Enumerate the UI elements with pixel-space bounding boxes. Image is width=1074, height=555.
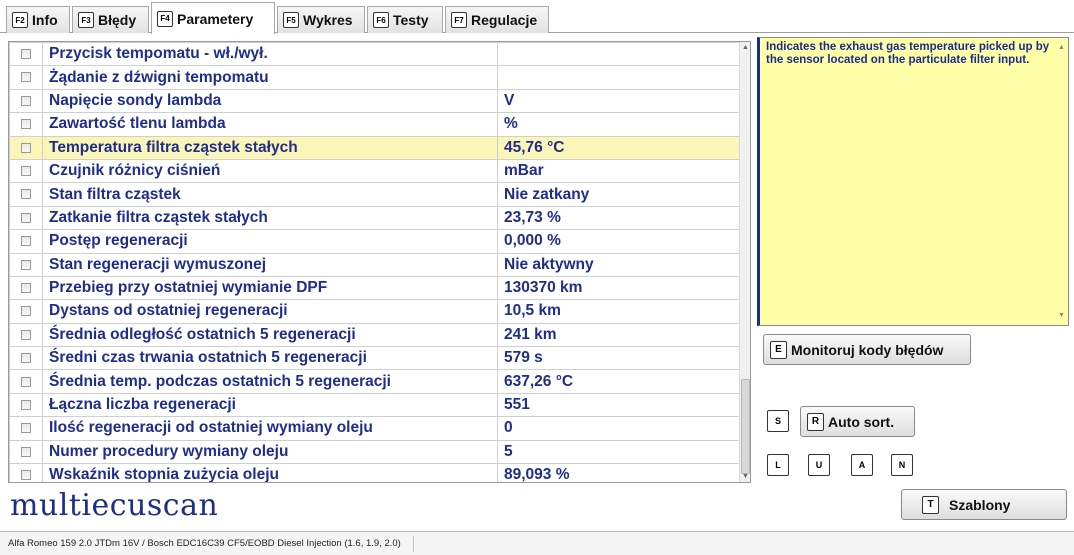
parameter-value: 45,76 °C — [498, 136, 741, 159]
tab-info-label: Info — [32, 12, 58, 28]
row-checkbox[interactable] — [21, 260, 31, 270]
parameter-name: Stan regeneracji wymuszonej — [43, 253, 498, 276]
tab-testy[interactable] — [367, 6, 443, 33]
parameter-name: Stan filtra cząstek — [43, 183, 498, 206]
parameter-name: Zawartość tlenu lambda — [43, 113, 498, 136]
row-checkbox[interactable] — [21, 283, 31, 293]
parameter-value: 89,093 % — [498, 464, 741, 483]
l-button[interactable]: L — [767, 454, 789, 476]
parameter-value: Nie aktywny — [498, 253, 741, 276]
parameter-value: 551 — [498, 393, 741, 416]
parameter-value — [498, 66, 741, 89]
f3-key-icon: F3 — [78, 12, 94, 28]
row-checkbox[interactable] — [21, 119, 31, 129]
row-checkbox[interactable] — [21, 236, 31, 246]
table-row[interactable] — [10, 183, 741, 206]
row-checkbox[interactable] — [21, 166, 31, 176]
f6-key-icon: F6 — [373, 12, 389, 28]
row-checkbox[interactable] — [21, 96, 31, 106]
tab-parametery-label: Parametery — [177, 10, 254, 27]
table-row[interactable] — [10, 230, 741, 253]
parameter-value — [498, 43, 741, 66]
parameter-name: Dystans od ostatniej regeneracji — [43, 300, 498, 323]
row-checkbox[interactable] — [21, 423, 31, 433]
parameter-value: 10,5 km — [498, 300, 741, 323]
status-bar — [0, 531, 1074, 555]
monitor-error-codes-button[interactable] — [763, 334, 971, 365]
table-row[interactable] — [10, 417, 741, 440]
parameter-name: Ilość regeneracji od ostatniej wymiany oleju — [43, 417, 498, 440]
tab-bledy-label: Błędy — [98, 12, 137, 28]
parameter-name: Przycisk tempomatu - wł./wył. — [43, 43, 498, 66]
parameter-value: 637,26 °C — [498, 370, 741, 393]
table-row[interactable] — [10, 206, 741, 229]
t-key-icon: T — [922, 496, 939, 514]
parameter-name: Przebieg przy ostatniej wymianie DPF — [43, 276, 498, 299]
parameter-name: Łączna liczba regeneracji — [43, 393, 498, 416]
row-checkbox[interactable] — [21, 143, 31, 153]
app-logo: multiecuscan — [10, 488, 219, 523]
parameter-name: Zatkanie filtra cząstek stałych — [43, 206, 498, 229]
table-row[interactable] — [10, 370, 741, 393]
table-row[interactable] — [10, 300, 741, 323]
row-checkbox[interactable] — [21, 377, 31, 387]
parameter-name: Średnia odległość ostatnich 5 regeneracji — [43, 323, 498, 346]
tab-regulacje-label: Regulacje — [471, 12, 538, 28]
parameter-value: 23,73 % — [498, 206, 741, 229]
row-checkbox[interactable] — [21, 330, 31, 340]
table-scrollbar[interactable] — [739, 42, 750, 482]
parameter-name: Temperatura filtra cząstek stałych — [43, 136, 498, 159]
table-row[interactable] — [10, 464, 741, 483]
row-checkbox[interactable] — [21, 72, 31, 82]
parameter-name: Postęp regeneracji — [43, 230, 498, 253]
templates-button[interactable] — [901, 489, 1067, 520]
description-scrollbar[interactable] — [1058, 39, 1067, 324]
scroll-up-icon[interactable]: ▲ — [742, 44, 749, 51]
tab-bar — [0, 0, 1074, 33]
table-row[interactable] — [10, 323, 741, 346]
parameter-value: mBar — [498, 159, 741, 182]
parameter-name: Wskaźnik stopnia zużycia oleju — [43, 464, 498, 483]
auto-sort-label: Auto sort. — [828, 413, 895, 430]
table-row[interactable] — [10, 276, 741, 299]
monitor-error-codes-label: Monitoruj kody błędów — [791, 341, 944, 358]
parameter-value: 5 — [498, 440, 741, 463]
parameter-value: 579 s — [498, 347, 741, 370]
parameter-table — [8, 41, 751, 483]
description-text: Indicates the exhaust gas temperature picked up by the sensor located on the particulate filter input. — [766, 41, 1050, 66]
parameter-value: Nie zatkany — [498, 183, 741, 206]
f2-key-icon: F2 — [12, 12, 28, 28]
parameter-value: V — [498, 89, 741, 112]
parameter-name: Napięcie sondy lambda — [43, 89, 498, 112]
tab-wykres-label: Wykres — [303, 12, 353, 28]
table-row[interactable] — [10, 347, 741, 370]
row-checkbox[interactable] — [21, 213, 31, 223]
table-row[interactable] — [10, 89, 741, 112]
row-checkbox[interactable] — [21, 353, 31, 363]
table-row[interactable] — [10, 43, 741, 66]
row-checkbox[interactable] — [21, 400, 31, 410]
row-checkbox[interactable] — [21, 189, 31, 199]
parameter-value: % — [498, 113, 741, 136]
e-key-icon: E — [770, 341, 787, 359]
parameter-value: 0 — [498, 417, 741, 440]
table-row[interactable] — [10, 253, 741, 276]
scroll-up-icon[interactable]: ▲ — [1058, 44, 1065, 51]
tab-wykres[interactable] — [277, 6, 365, 33]
table-row[interactable] — [10, 393, 741, 416]
row-checkbox[interactable] — [21, 49, 31, 59]
parameter-value: 0,000 % — [498, 230, 741, 253]
parameter-name: Numer procedury wymiany oleju — [43, 440, 498, 463]
a-button[interactable]: A — [851, 454, 873, 476]
r-key-icon: R — [807, 413, 824, 431]
parameter-name: Czujnik różnicy ciśnień — [43, 159, 498, 182]
f4-key-icon: F4 — [157, 11, 173, 27]
tab-info[interactable] — [6, 6, 70, 33]
parameter-value: 130370 km — [498, 276, 741, 299]
tab-testy-label: Testy — [393, 12, 429, 28]
status-vehicle-info: Alfa Romeo 159 2.0 JTDm 16V / Bosch EDC16C39 CF5/EOBD Diesel Injection (1.6, 1.9, 2.0) — [8, 536, 414, 552]
table-row[interactable] — [10, 440, 741, 463]
table-row[interactable] — [10, 66, 741, 89]
scroll-down-icon[interactable]: ▼ — [1058, 312, 1065, 319]
templates-label: Szablony — [949, 496, 1011, 513]
table-row-selected[interactable] — [10, 136, 741, 159]
parameter-name: Średnia temp. podczas ostatnich 5 regeneracji — [43, 370, 498, 393]
tab-bledy[interactable] — [72, 6, 149, 33]
sort-s-button[interactable]: S — [767, 410, 789, 432]
tab-regulacje[interactable] — [445, 6, 549, 33]
row-checkbox[interactable] — [21, 306, 31, 316]
n-button[interactable]: N — [891, 454, 913, 476]
scroll-down-icon[interactable]: ▼ — [742, 473, 749, 480]
f7-key-icon: F7 — [451, 12, 467, 28]
row-checkbox[interactable] — [21, 470, 31, 480]
parameter-name: Żądanie z dźwigni tempomatu — [43, 66, 498, 89]
row-checkbox[interactable] — [21, 447, 31, 457]
u-button[interactable]: U — [808, 454, 830, 476]
auto-sort-button[interactable] — [800, 406, 915, 437]
parameter-value: 241 km — [498, 323, 741, 346]
parameter-name: Średni czas trwania ostatnich 5 regeneracji — [43, 347, 498, 370]
tab-parametery[interactable] — [151, 2, 275, 34]
table-row[interactable] — [10, 113, 741, 136]
table-row[interactable] — [10, 159, 741, 182]
f5-key-icon: F5 — [283, 12, 299, 28]
scroll-thumb[interactable] — [741, 379, 750, 474]
description-panel — [757, 37, 1069, 326]
